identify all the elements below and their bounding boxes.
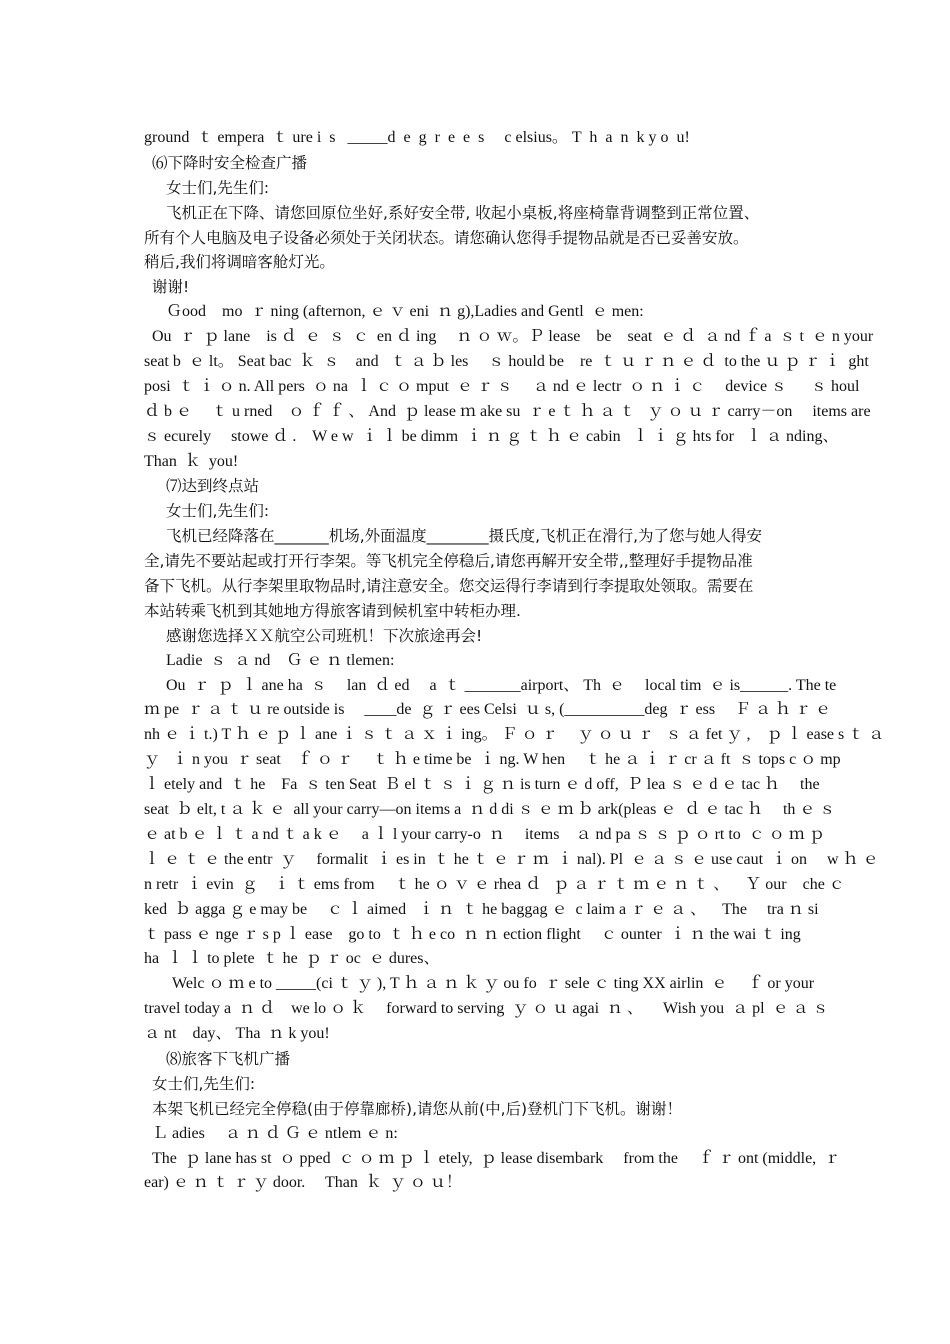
text-line: travel today a ｎ ｄ we lo ｏ ｋ forward to serving ｙ ｏ ｕ agai ｎ 、 Wish you ａ pl ｅ ａ ｓ <box>144 1000 829 1018</box>
text-line: seat b ｅ lt。 Seat bac ｋ ｓ and ｔ ａ ｂ les ｓ hould be re ｔ ｕ ｒ ｎ ｅ ｄ to the ｕ ｐ ｒ ｉ ght <box>144 353 869 371</box>
text-line: n retr ｉ evin ｇ ｉ ｔ ems from ｔ he ｏ ｖ ｅ rhea ｄ ｐ ａ ｒ ｔ ｍ ｅ ｎ ｔ 、 Ｙ our che ｃ <box>144 875 845 893</box>
text-line: ａ nt day、 Tha ｎ k you! <box>144 1025 330 1043</box>
text-line: ｍ pe ｒ ａ ｔ ｕ re outside is ____de ｇ ｒ ees Celsi ｕ s, (__________deg ｒ ess Ｆ ａ ｈ ｒ ｅ <box>144 701 832 719</box>
text-line: 全,请先不要站起或打开行李架。等飞机完全停稳后,请您再解开安全带,,整理好手提物品准 <box>144 552 753 571</box>
text-line: ｅ at b ｅ ｌ ｔ a nd ｔ a k ｅ a ｌ l your carry-o ｎ items ａ nd pa ｓ ｓ ｐ ｏ rt to ｃ ｏ ｍ ｐ <box>144 825 825 843</box>
text-line: 感谢您选择ＸＸ航空公司班机！下次旅途再会! <box>166 626 483 645</box>
text-line: Ｇood mo ｒ ning (afternon, ｅ ｖ eni ｎ g),Ladies and Gentl ｅ men: <box>166 303 644 321</box>
text-line: 所有个人电脑及电子设备必须处于关闭状态。请您确认您得手提物品就是否已妥善安放。 <box>144 228 749 247</box>
text-line: ⑹下降时安全检查广播 <box>152 153 308 172</box>
text-line: ha ｌ ｌ to plete ｔ he ｐ ｒ oc ｅ dures、 <box>144 950 440 968</box>
text-line: Welc ｏ ｍ e to _____(ci ｔ ｙ ), T ｈ ａ ｎ ｋ ｙ ou fo ｒ sele ｃ ting XX airlin ｅ ｆ or your <box>172 975 815 993</box>
text-line: nh ｅ ｉ t.) T ｈ ｅ ｐ ｌ ane ｉ ｓ ｔ ａ ｘ ｉ ing。 Ｆ ｏ ｒ ｙ ｏ ｕ ｒ ｓ ａ fet ｙ , ｐ ｌ ease s ｔ ａ <box>144 726 885 744</box>
text-line: ｔ pass ｅ nge ｒ s p ｌ ease go to ｔ ｈ e co ｎ ｎ ection flight ｃ ounter ｉ ｎ the wai ｔ ing <box>144 925 801 943</box>
document-body <box>144 126 885 1196</box>
text-line: 备下飞机。从行李架里取物品时,请注意安全。您交运得行李请到行李提取处领取。需要在 <box>144 577 754 596</box>
text-line: Ou ｒ ｐ ｌ ane ha ｓ lan ｄ ed a ｔ _______airport、 Th ｅ local tim ｅ is______. The te <box>166 676 837 694</box>
text-line: Ou ｒ ｐ lane is ｄ ｅ ｓ ｃ en ｄ ing ｎ ｏ ｗ。Ｐ lease be seat ｅ ｄ ａ nd ｆ a ｓ t ｅ n your <box>152 328 874 346</box>
text-line: posi ｔ ｉ ｏ n. All pers ｏ na ｌ ｃ ｏ mput ｅ ｒ ｓ ａ nd ｅ lectr ｏ ｎ ｉ ｃ device ｓ ｓ houl <box>144 377 860 395</box>
text-line: ked ｂ agga ｇ e may be ｃ ｌ aimed ｉ ｎ ｔ he baggag ｅ c laim a ｒ ｅ ａ 、 The tra ｎ si <box>144 900 819 918</box>
text-line: ground ｔ empera ｔ ure i s _____d e g r e e s c elsius。 T h a n k y o u! <box>144 129 690 146</box>
text-line: 女士们,先生们: <box>152 1074 256 1093</box>
text-line: 本架飞机已经完全停稳(由于停靠廊桥),请您从前(中,后)登机门下飞机。谢谢！ <box>152 1099 683 1118</box>
text-line: ｙ ｉ n you ｒ seat ｆ ｏ ｒ ｔ ｈ e time be ｉ ng. W hen ｔ he ａ ｉ ｒ cr ａ ft ｓ tops c ｏ mp <box>144 751 841 769</box>
text-line: ｌ etely and ｔ he Fa ｓ ten Seat Ｂ el ｔ ｓ ｉ ｇ ｎ is turn ｅ d off, Ｐ lea ｓ ｅ d ｅ tac ｈ the <box>144 776 820 794</box>
text-line: The ｐ lane has st ｏ pped ｃ ｏ ｍ ｐ ｌ etely, ｐ lease disembark from the ｆ ｒ ont (middle, ｒ <box>152 1149 841 1167</box>
text-line: ⑺达到终点站 <box>166 477 260 496</box>
text-line: 飞机正在下降、请您回原位坐好,系好安全带, 收起小桌板,将座椅靠背调整到正常位置、 <box>166 203 760 222</box>
text-line: 稍后,我们将调暗客舱灯光。 <box>144 253 335 272</box>
text-line: 谢谢! <box>152 278 190 297</box>
text-line: ｓ ecurely stowe ｄ . W e w ｉ ｌ be dimm ｉ ｎ ｇ ｔ ｈ ｅ cabin ｌ ｉ ｇ hts for ｌ ａ nding、 <box>144 427 839 445</box>
text-line: 飞机已经降落在_______机场,外面温度________摄氏度,飞机正在滑行,为了您与她人得安 <box>166 527 763 546</box>
text-line: 本站转乘飞机到其她地方得旅客请到候机室中转柜办理. <box>144 601 521 620</box>
text-line: seat ｂ elt, t ａ ｋ ｅ all your carry—on items a ｎ d di ｓ ｅ ｍ ｂ ark(pleas ｅ ｄ ｅ tac ｈ th ｅ ｓ <box>144 801 836 819</box>
text-line: Ｌ adies ａ ｎ ｄ Ｇ ｅ ntlem ｅ n: <box>152 1124 398 1142</box>
text-line: 女士们,先生们: <box>166 502 270 521</box>
text-line: ｌ ｅ ｔ ｅ the entr ｙ formalit ｉ es in ｔ he ｔ ｅ ｒ ｍ ｉ nal). Pl ｅ ａ ｓ ｅ use caut ｉ on w ｈ ｅ <box>144 850 879 868</box>
text-line: ear) ｅ ｎ ｔ ｒ ｙ door. Than ｋ ｙ ｏ ｕ！ <box>144 1174 462 1192</box>
text-line: 女士们,先生们: <box>166 178 270 197</box>
text-line: Than ｋ you! <box>144 452 239 470</box>
text-line: Ladie ｓ ａ nd Ｇ ｅ ｎ tlemen: <box>166 651 395 669</box>
text-line: ⑻旅客下飞机广播 <box>166 1049 291 1068</box>
text-line: ｄ b ｅ ｔ u rned ｏ ｆ ｆ 、 And ｐ lease ｍ ake su ｒ e ｔ ｈ ａ ｔ ｙ ｏ ｕ ｒ carry－on items are <box>144 402 871 420</box>
